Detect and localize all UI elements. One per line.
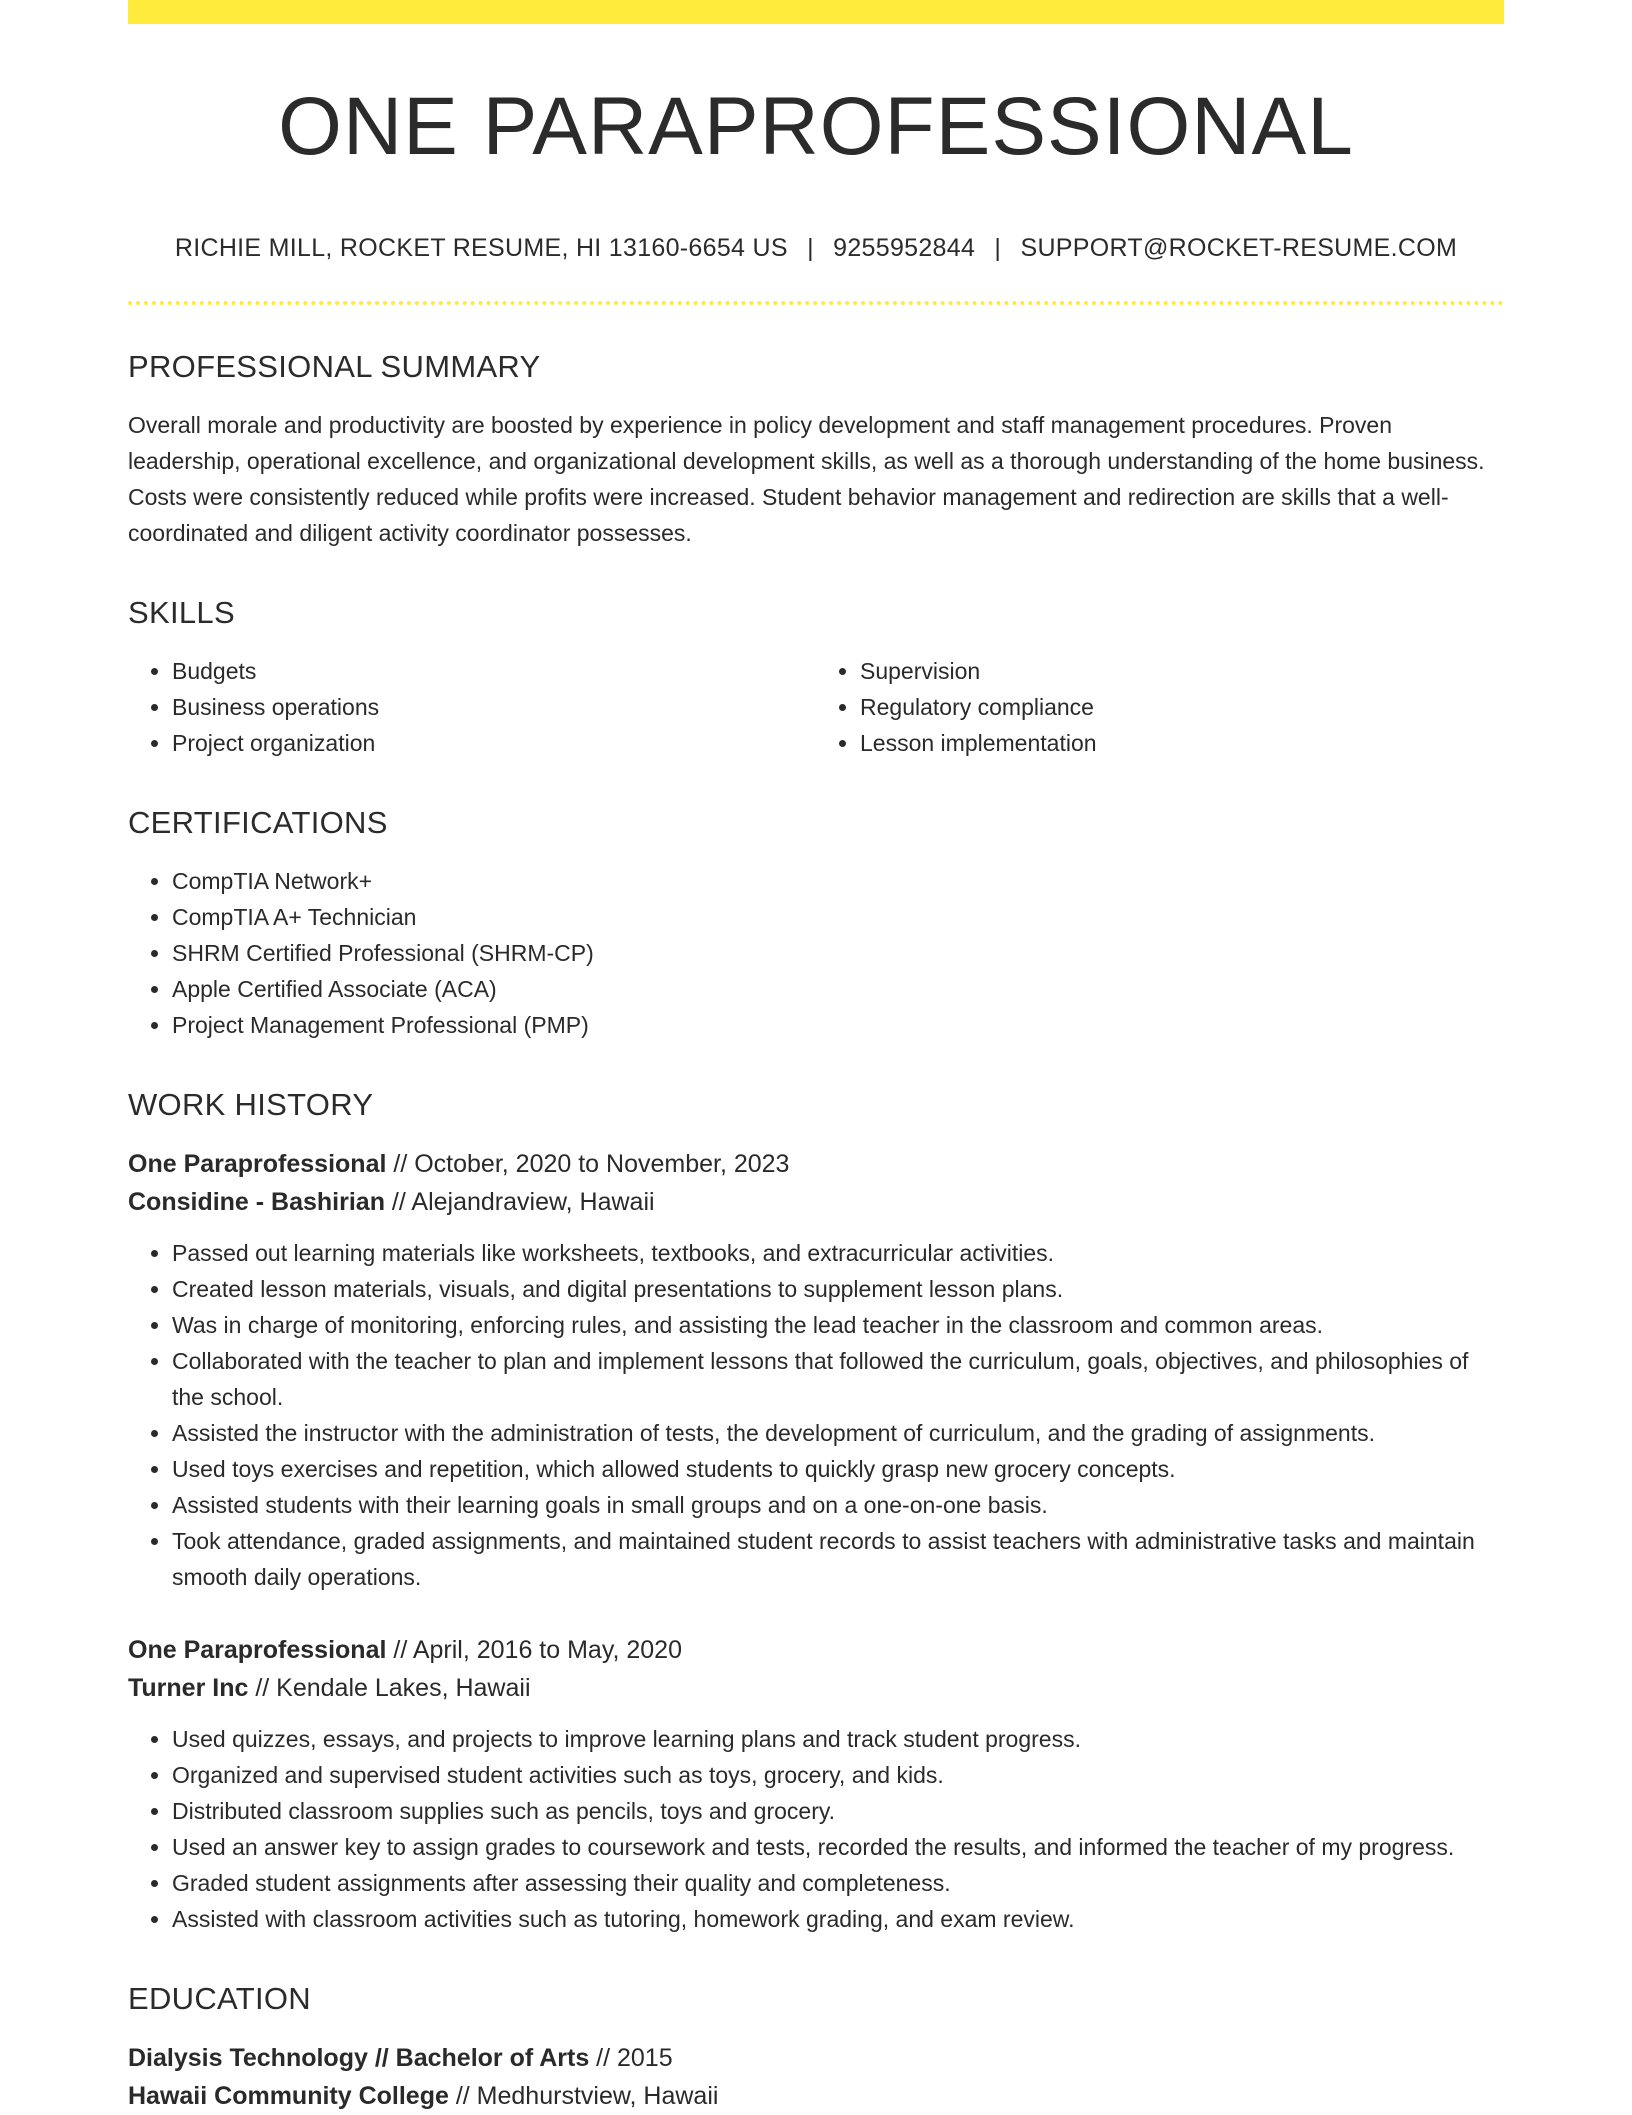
job-location: // Kendale Lakes, Hawaii <box>248 1674 531 1703</box>
job-bullet: • Passed out learning materials like worksheets, textbooks, and extracurricular activities. <box>172 1235 1504 1271</box>
skill-item: • Business operations <box>172 689 816 725</box>
education-school-line <box>128 2077 1504 2115</box>
contact-separator: | <box>994 234 1002 263</box>
job-bullet: • Assisted with classroom activities such as tutoring, homework grading, and exam review. <box>172 1901 1504 1937</box>
job-bullet: • Assisted students with their learning goals in small groups and on a one-on-one basis. <box>172 1487 1504 1523</box>
education-school: Hawaii Community College <box>128 2082 449 2111</box>
job-dates: // October, 2020 to November, 2023 <box>386 1150 790 1179</box>
certifications-section <box>128 805 1504 1043</box>
summary-text: Overall morale and productivity are boosted by experience in policy development and staff management procedures. Proven leadership, operational excellence, and organizational development skills, as well as a thorough understanding of the home business. Costs were consistently reduced while profits were increased. Student behavior management and redirection are skills that a well-coordinated and diligent activity coordinator possesses. <box>128 412 1485 547</box>
education-year: // 2015 <box>589 2044 673 2073</box>
contact-phone: 9255952844 <box>833 234 976 263</box>
skills-heading: SKILLS <box>128 595 235 631</box>
job-location: // Alejandraview, Hawaii <box>384 1188 655 1217</box>
job-bullet: • Used quizzes, essays, and projects to improve learning plans and track student progress. <box>172 1721 1504 1757</box>
contact-email: SUPPORT@ROCKET-RESUME.COM <box>1020 234 1458 263</box>
job-dates: // April, 2016 to May, 2020 <box>386 1636 682 1665</box>
job-entry <box>128 1631 1504 1937</box>
certifications-list <box>128 863 1504 1043</box>
resume-page <box>128 0 1504 2115</box>
dotted-divider <box>128 301 1504 305</box>
contact-address: RICHIE MILL, ROCKET RESUME, HI 13160-6654 US <box>174 234 788 263</box>
contact-separator: | <box>807 234 814 263</box>
skills-section <box>128 595 1504 761</box>
skills-list-left <box>128 653 816 761</box>
summary-section <box>128 349 1504 551</box>
certifications-heading: CERTIFICATIONS <box>128 805 388 841</box>
candidate-name: ONE PARAPROFESSIONAL <box>278 81 1354 172</box>
skill-item: • Budgets <box>172 653 816 689</box>
job-company: Turner Inc <box>128 1674 249 1703</box>
education-heading: EDUCATION <box>128 1981 311 2017</box>
skills-list-right <box>816 653 1504 761</box>
job-role: One Paraprofessional <box>128 1636 387 1665</box>
accent-top-bar <box>128 0 1504 24</box>
job-entry <box>128 1145 1504 1595</box>
work-history-section <box>128 1087 1504 1937</box>
certification-item: • Apple Certified Associate (ACA) <box>172 971 1504 1007</box>
job-bullet: • Assisted the instructor with the administration of tests, the development of curriculum, and the grading of assignments. <box>172 1415 1504 1451</box>
job-bullet: • Collaborated with the teacher to plan and implement lessons that followed the curriculum, goals, objectives, and philosophies of the school. <box>172 1343 1504 1415</box>
skill-item: • Supervision <box>860 653 1504 689</box>
job-bullet: • Distributed classroom supplies such as pencils, toys and grocery. <box>172 1793 1504 1829</box>
education-degree: Dialysis Technology // Bachelor of Arts <box>128 2044 590 2073</box>
contact-line <box>128 234 1504 263</box>
skill-item: • Regulatory compliance <box>860 689 1504 725</box>
job-bullet: • Graded student assignments after assessing their quality and completeness. <box>172 1865 1504 1901</box>
certification-item: • Project Management Professional (PMP) <box>172 1007 1504 1043</box>
job-title-line <box>128 1145 1504 1183</box>
work-history-heading: WORK HISTORY <box>128 1087 374 1123</box>
certification-item: • SHRM Certified Professional (SHRM-CP) <box>172 935 1504 971</box>
job-bullet: • Was in charge of monitoring, enforcing rules, and assisting the lead teacher in the classroom and common areas. <box>172 1307 1504 1343</box>
job-title-line <box>128 1631 1504 1669</box>
certification-item: • CompTIA A+ Technician <box>172 899 1504 935</box>
job-role: One Paraprofessional <box>128 1150 387 1179</box>
job-bullet: • Used an answer key to assign grades to coursework and tests, recorded the results, and informed the teacher of my progress. <box>172 1829 1504 1865</box>
job-bullet: • Organized and supervised student activities such as toys, grocery, and kids. <box>172 1757 1504 1793</box>
education-section <box>128 1981 1504 2115</box>
job-bullets <box>128 1235 1504 1595</box>
job-bullet: • Used toys exercises and repetition, which allowed students to quickly grasp new grocery concepts. <box>172 1451 1504 1487</box>
job-company-line <box>128 1183 1504 1221</box>
job-bullet: • Created lesson materials, visuals, and digital presentations to supplement lesson plans. <box>172 1271 1504 1307</box>
job-bullets <box>128 1721 1504 1937</box>
job-company-line <box>128 1669 1504 1707</box>
education-location: // Medhurstview, Hawaii <box>448 2082 719 2111</box>
skill-item: • Project organization <box>172 725 816 761</box>
certification-item: • CompTIA Network+ <box>172 863 1504 899</box>
education-degree-line <box>128 2039 1504 2077</box>
skill-item: • Lesson implementation <box>860 725 1504 761</box>
summary-heading: PROFESSIONAL SUMMARY <box>128 349 541 385</box>
job-company: Considine - Bashirian <box>128 1188 385 1217</box>
job-bullet: • Took attendance, graded assignments, and maintained student records to assist teachers with administrative tasks and maintain smooth daily operations. <box>172 1523 1504 1595</box>
skills-grid <box>128 653 1504 761</box>
